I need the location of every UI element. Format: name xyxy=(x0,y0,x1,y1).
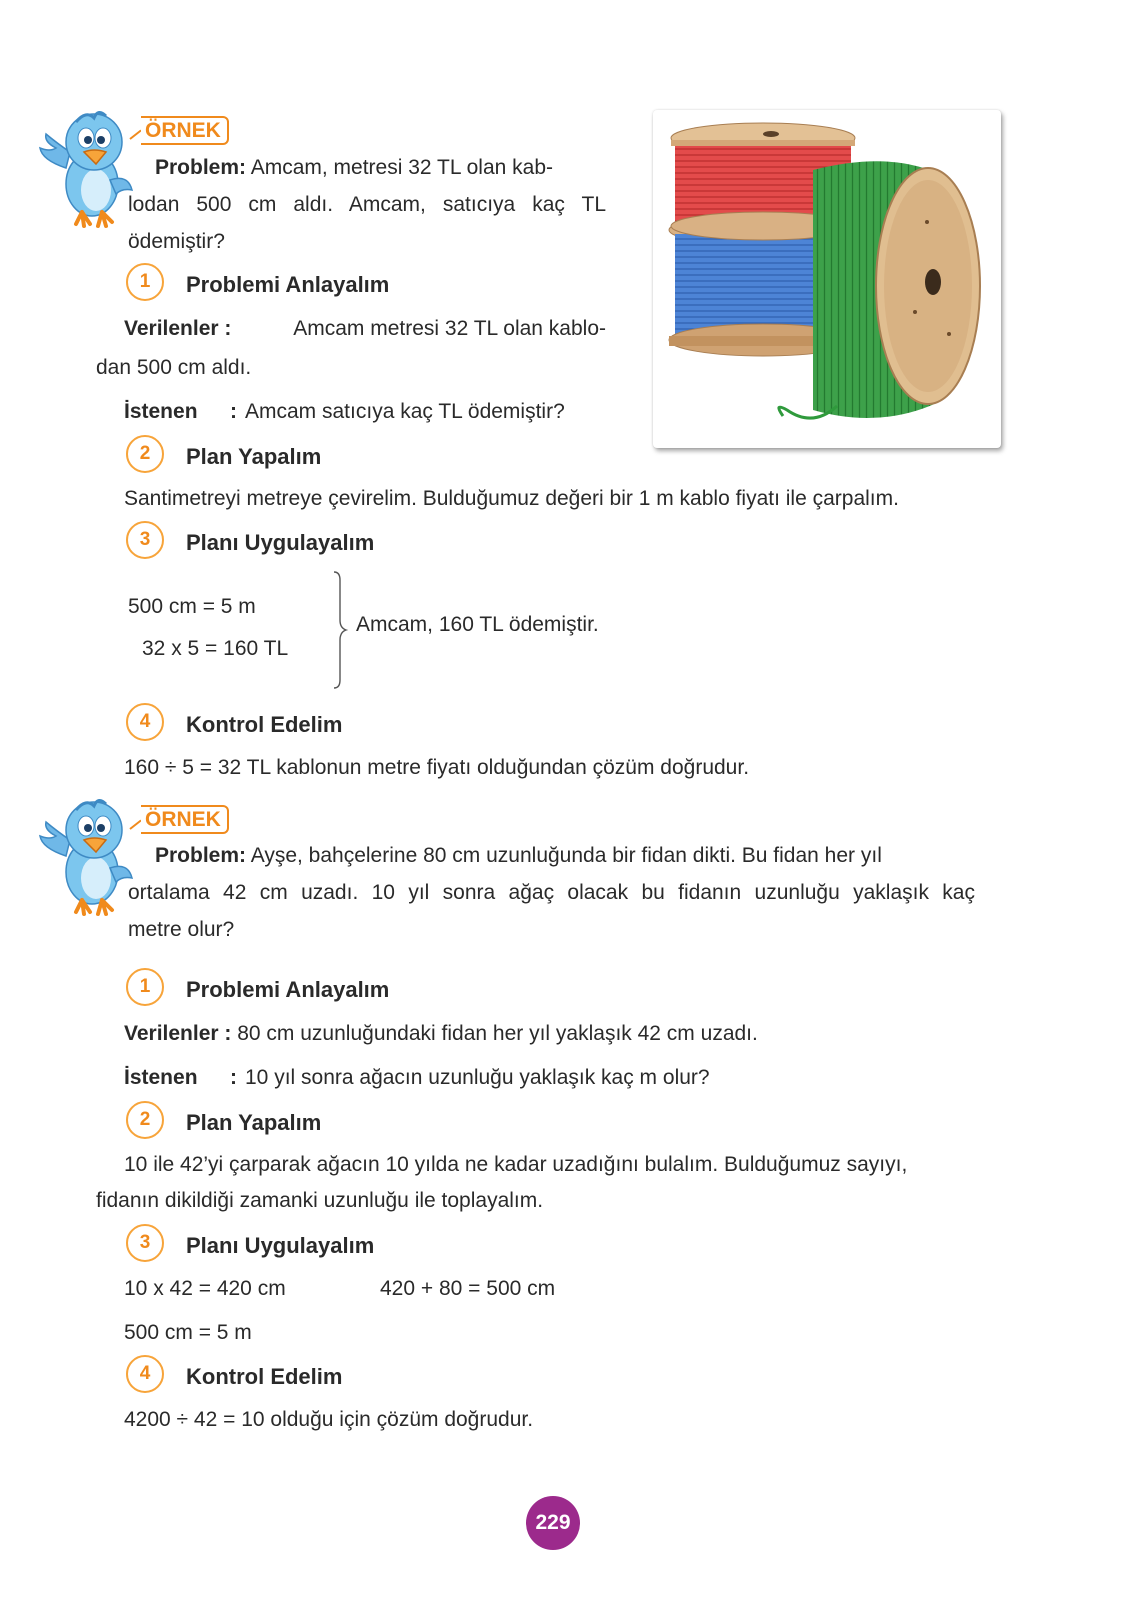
step-number-2: 2 xyxy=(126,435,164,473)
apply-result: Amcam, 160 TL ödemiştir. xyxy=(356,613,599,636)
problem-line: lodan 500 cm aldı. Amcam, satıcıya kaç TL xyxy=(128,193,606,216)
given-text: Amcam metresi 32 TL olan kablo- xyxy=(293,317,606,340)
asked-colon: : xyxy=(230,1066,237,1089)
step-title: Planı Uygulayalım xyxy=(186,1233,375,1258)
check-text: 4200 ÷ 42 = 10 olduğu için çözüm doğrudur. xyxy=(124,1408,534,1431)
step-number-2: 2 xyxy=(126,1101,164,1139)
step-title: Plan Yapalım xyxy=(186,444,322,469)
calc-line: 10 x 42 = 420 cm xyxy=(124,1277,286,1300)
given-label: Verilenler : xyxy=(124,1022,232,1045)
asked-line xyxy=(124,399,198,425)
step-title: Planı Uygulayalım xyxy=(186,530,375,555)
plan-text: fidanın dikildiği zamanki uzunluğu ile toplayalım. xyxy=(96,1189,544,1212)
apply-line: 32 x 5 = 160 TL xyxy=(142,637,289,660)
step-number-3: 3 xyxy=(126,1224,164,1262)
cable-spools-image xyxy=(653,110,1001,448)
curly-brace-icon xyxy=(330,570,350,690)
cable-spools-photo xyxy=(653,110,1001,448)
step-number-1: 1 xyxy=(126,968,164,1006)
asked-text: Amcam satıcıya kaç TL ödemiştir? xyxy=(245,400,565,423)
asked-label: İstenen xyxy=(124,1066,198,1089)
plan-text: Santimetreyi metreye çevirelim. Bulduğumuz değeri bir 1 m kablo fiyatı ile çarpalım. xyxy=(124,487,899,510)
problem-label: Problem: xyxy=(155,156,247,179)
step-number-1: 1 xyxy=(126,263,164,301)
calc-line: 500 cm = 5 m xyxy=(124,1321,252,1344)
problem-line: metre olur? xyxy=(128,918,235,941)
check-text: 160 ÷ 5 = 32 TL kablonun metre fiyatı olduğundan çözüm doğrudur. xyxy=(124,756,750,779)
example-badge: ÖRNEK xyxy=(141,116,229,145)
given-label: Verilenler : xyxy=(124,317,232,340)
given-line xyxy=(124,316,606,342)
asked-colon: : xyxy=(230,400,237,423)
bird-mascot-icon xyxy=(36,796,136,918)
step-title: Kontrol Edelim xyxy=(186,1364,343,1389)
example-badge: ÖRNEK xyxy=(141,805,229,834)
step-title: Problemi Anlayalım xyxy=(186,272,390,297)
given-text: 80 cm uzunluğundaki fidan her yıl yaklaşık 42 cm uzadı. xyxy=(237,1022,758,1045)
problem-line xyxy=(155,843,975,869)
bird-mascot-icon xyxy=(36,108,136,230)
problem-text: Ayşe, bahçelerine 80 cm uzunluğunda bir fidan dikti. Bu fidan her yıl xyxy=(250,844,882,867)
problem-line: ortalama 42 cm uzadı. 10 yıl sonra ağaç olacak bu fidanın uzunluğu yaklaşık kaç xyxy=(128,881,975,904)
step-title: Kontrol Edelim xyxy=(186,712,343,737)
problem-text: Amcam, metresi 32 TL olan kab- xyxy=(250,156,553,179)
problem-label: Problem: xyxy=(155,844,247,867)
asked-text: 10 yıl sonra ağacın uzunluğu yaklaşık kaç m olur? xyxy=(245,1066,710,1089)
step-title: Problemi Anlayalım xyxy=(186,977,390,1002)
problem-line: ödemiştir? xyxy=(128,230,225,253)
asked-line xyxy=(124,1065,198,1091)
step-number-4: 4 xyxy=(126,1355,164,1393)
page-number: 229 xyxy=(526,1496,580,1550)
given-line xyxy=(124,1021,758,1047)
apply-line: 500 cm = 5 m xyxy=(128,595,256,618)
calc-line: 420 + 80 = 500 cm xyxy=(380,1277,556,1300)
given-text: dan 500 cm aldı. xyxy=(96,356,252,379)
step-number-4: 4 xyxy=(126,703,164,741)
step-title: Plan Yapalım xyxy=(186,1110,322,1135)
plan-text: 10 ile 42’yi çarparak ağacın 10 yılda ne kadar uzadığını bulalım. Bulduğumuz sayıyı, xyxy=(124,1153,908,1176)
asked-label: İstenen xyxy=(124,400,198,423)
problem-line xyxy=(155,155,553,181)
step-number-3: 3 xyxy=(126,521,164,559)
